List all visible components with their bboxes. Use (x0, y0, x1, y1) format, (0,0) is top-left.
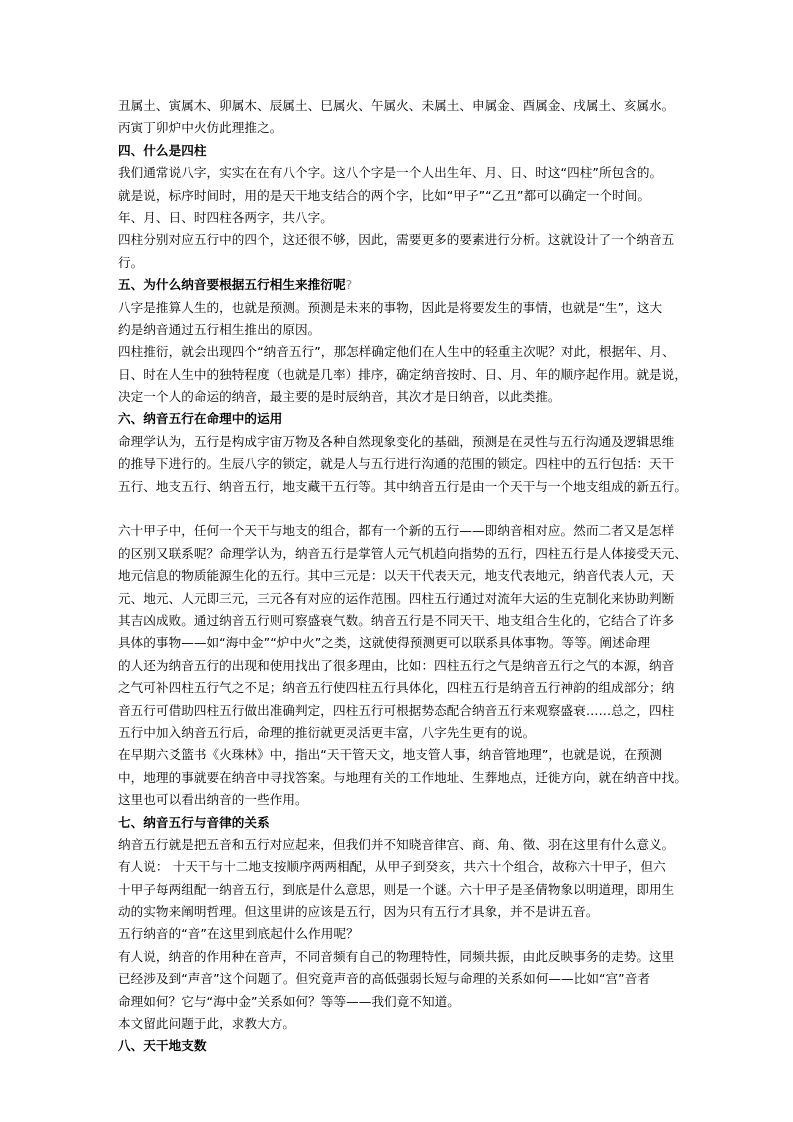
text-line: 五行、地支五行、纳音五行，地支藏干五行等。其中纳音五行是由一个天干与一个地支组成的新五行。 (118, 478, 687, 494)
text-line: 日、时在人生中的独特程度（也就是几率）排序，确定纳音按时、日、月、年的顺序起作用。就是说， (118, 366, 687, 382)
text-line: 命理如何？它与“海中金”关系如何？等等——我们竟不知道。 (118, 993, 460, 1009)
text-line: 行。 (118, 254, 144, 270)
text-line: 十甲子每两组配一纳音五行，到底是什么意思，则是一个谜。六十甲子是圣倩物象以明道理，即用生 (118, 881, 675, 897)
text-line: 的人还为纳音五行的出现和使用找出了很多理由，比如：四柱五行之气是纳音五行之气的本源，纳音 (118, 657, 675, 673)
text-line: 具体的事物——如“海中金”“炉中火”之类，这就使得预测更可以联系具体事物。等等。阐述命理 (118, 635, 651, 651)
text-line: 四柱分别对应五行中的四个，这还很不够，因此，需要更多的要素进行分析。这就设计了一个纳音五 (118, 232, 675, 248)
text-line: 之气可补四柱五行气之不足；纳音五行使四柱五行具体化，四柱五行是纳音五行神韵的组成部分；纳 (118, 680, 675, 696)
text-line: 其吉凶成败。通过纳音五行则可察盛衰气数。纳音五行是不同天干、地支组合生化的，它结合了许多 (118, 612, 675, 628)
section-heading-4: 四、什么是四柱 (118, 142, 207, 158)
text-line: 命理学认为，五行是构成宇宙万物及各种自然现象变化的基础，预测是在灵性与五行沟通及逻辑思维 (118, 433, 675, 449)
text-line: 五行纳音的“音”在这里到底起什么作用呢？ (118, 926, 359, 942)
section-heading-5 (118, 274, 678, 296)
text-line: 纳音五行就是把五音和五行对应起来，但我们并不知晓音律宫、商、角、徵、羽在这里有什么意义。 (118, 836, 675, 852)
text-line: 在早期六爻篮书《火珠林》中，指出“天干管天文，地支管人事，纳音管地理”，也就是说，在预测 (118, 747, 663, 763)
text-line: 就是说，标序时间时，用的是天干地支结合的两个字，比如“甲子”“乙丑”都可以确定一个时间。 (118, 187, 651, 203)
text-line: 动的实物来阐明哲理。但这里讲的应该是五行，因为只有五行才具象，并不是讲五音。 (118, 904, 599, 920)
text-line: 的推导下进行的。生辰八字的锁定，就是人与五行进行沟通的范围的锁定。四柱中的五行包括：天干 (118, 456, 675, 472)
text-line: 元、地元、人元即三元，三元各有对应的运作范围。四柱五行通过对流年大运的生克制化来协助判断 (118, 590, 675, 606)
section-heading-7: 七、纳音五行与音律的关系 (118, 814, 270, 830)
text-line: 我们通常说八字，实实在在有八个字。这八个字是一个人出生年、月、日、时这“四柱”所包含的。 (118, 165, 663, 181)
text-line: 已经涉及到“声音”这个问题了。但究竟声音的高低强弱长短与命理的关系如何——比如“宫”音者 (118, 971, 651, 987)
text-line: 丙寅丁卯炉中火仿此理推之。 (118, 120, 283, 136)
section-heading-5-mark: ? (345, 277, 353, 293)
paragraph-gap (118, 498, 678, 520)
text-line: 的区别又联系呢？命理学认为，纳音五行是掌管人元气机趋向指势的五行，四柱五行是人体接受天元、 (118, 545, 687, 561)
text-line: 这里也可以看出纳音的一些作用。 (118, 792, 308, 808)
text-line: 四柱推衍，就会出现四个“纳音五行”，那怎样确定他们在人生中的轻重主次呢？对此，根据年、月、 (118, 344, 675, 360)
text-line: 八字是推算人生的，也就是预测。预测是未来的事物，因此是将要发生的事情，也就是“生”，这大 (118, 299, 663, 315)
section-heading-5-text: 五、为什么纳音要根据五行相生来推衍呢 (118, 277, 346, 293)
text-line: 约是纳音通过五行相生推出的原因。 (118, 321, 321, 337)
text-line: 丑属土、寅属木、卯属木、辰属土、巳属火、午属火、未属土、申属金、酉属金、戌属土、亥属水。 (118, 98, 675, 113)
text-line: 五行中加入纳音五行后，命理的推衍就更灵活更丰富，八字先生更有的说。 (118, 724, 536, 740)
text-line: 音五行可借助四柱五行做出准确判定，四柱五行可根据势态配合纳音五行来观察盛衰……总之，四柱 (118, 702, 675, 718)
text-line: 本文留此问题于此，求教大方。 (118, 1016, 296, 1032)
text-line: 中，地理的事就要在纳音中寻找答案。与地理有关的工作地址、生葬地点，迁徙方向，就在纳音中找。 (118, 769, 687, 785)
text-line: 有人说： 十天干与十二地支按顺序两两相配，从甲子到癸亥，共六十个组合，故称六十甲子，但六 (118, 859, 666, 875)
document-body (118, 95, 687, 1058)
text-line: 决定一个人的命运的纳音，最主要的是时辰纳音，其次才是日纳音，以此类推。 (118, 389, 561, 405)
text-line: 六十甲子中，任何一个天干与地支的组合，都有一个新的五行——即纳音相对应。然而二者又是怎样 (118, 523, 675, 539)
text-line: 有人说，纳音的作用种在音声，不同音频有自己的物理特性，同频共振，由此反映事务的走势。这里 (118, 948, 675, 964)
section-heading-8: 八、天干地支数 (118, 1038, 207, 1054)
text-line: 年、月、日、时四柱各两字，共八字。 (118, 209, 333, 225)
text-line: 地元信息的物质能源生化的五行。其中三元是：以天干代表天元，地支代表地元，纳音代表人元，天 (118, 568, 675, 584)
section-heading-6: 六、纳音五行在命理中的运用 (118, 411, 283, 427)
